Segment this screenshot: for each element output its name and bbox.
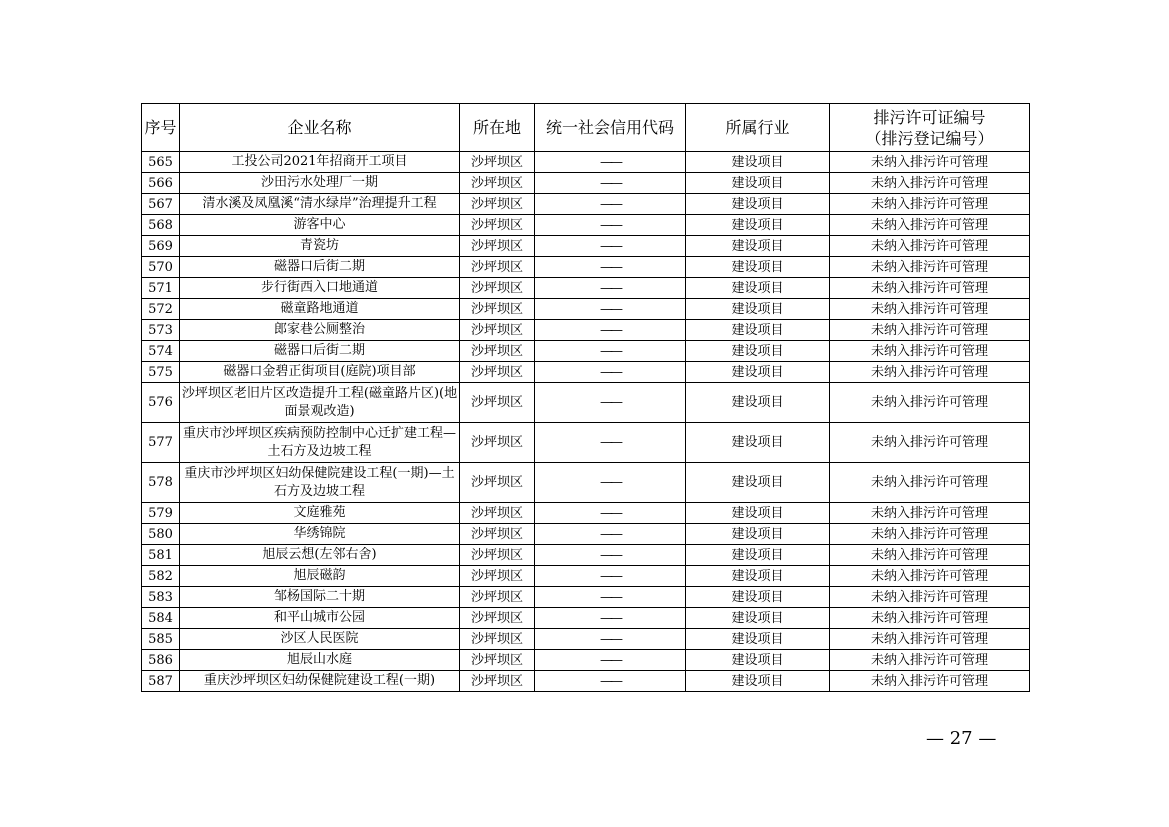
row-serial: 584 (142, 608, 180, 629)
row-credit-code: —— (535, 278, 686, 299)
header-credit-code: 统一社会信用代码 (535, 104, 686, 152)
row-serial: 567 (142, 194, 180, 215)
row-permit-number: 未纳入排污许可管理 (830, 629, 1030, 650)
row-location: 沙坪坝区 (460, 362, 535, 383)
row-permit-number: 未纳入排污许可管理 (830, 278, 1030, 299)
row-permit-number: 未纳入排污许可管理 (830, 173, 1030, 194)
row-credit-code: —— (535, 341, 686, 362)
row-enterprise-name: 磁器口后街二期 (180, 257, 460, 278)
row-enterprise-name: 文庭雅苑 (180, 503, 460, 524)
row-enterprise-name: 磁器口后街二期 (180, 341, 460, 362)
row-serial: 576 (142, 383, 180, 423)
row-credit-code: —— (535, 362, 686, 383)
row-serial: 580 (142, 524, 180, 545)
row-location: 沙坪坝区 (460, 299, 535, 320)
header-industry: 所属行业 (686, 104, 830, 152)
row-permit-number: 未纳入排污许可管理 (830, 341, 1030, 362)
row-serial: 582 (142, 566, 180, 587)
row-serial: 578 (142, 463, 180, 503)
row-permit-number: 未纳入排污许可管理 (830, 152, 1030, 173)
row-enterprise-name: 华绣锦院 (180, 524, 460, 545)
row-serial: 586 (142, 650, 180, 671)
header-enterprise-name: 企业名称 (180, 104, 460, 152)
row-location: 沙坪坝区 (460, 629, 535, 650)
row-serial: 566 (142, 173, 180, 194)
row-enterprise-name: 旭辰磁韵 (180, 566, 460, 587)
table-row (142, 503, 1030, 524)
row-location: 沙坪坝区 (460, 587, 535, 608)
page-number: — 27 — (926, 728, 997, 749)
row-enterprise-name: 工投公司2021年招商开工项目 (180, 152, 460, 173)
row-serial: 570 (142, 257, 180, 278)
row-serial: 571 (142, 278, 180, 299)
row-permit-number: 未纳入排污许可管理 (830, 299, 1030, 320)
row-enterprise-name: 沙田污水处理厂一期 (180, 173, 460, 194)
table-row (142, 173, 1030, 194)
row-location: 沙坪坝区 (460, 278, 535, 299)
row-enterprise-name: 邹杨国际二十期 (180, 587, 460, 608)
row-enterprise-name: 青瓷坊 (180, 236, 460, 257)
row-location: 沙坪坝区 (460, 463, 535, 503)
row-credit-code: —— (535, 257, 686, 278)
row-serial: 572 (142, 299, 180, 320)
row-serial: 585 (142, 629, 180, 650)
row-industry: 建设项目 (686, 152, 830, 173)
row-credit-code: —— (535, 629, 686, 650)
row-credit-code: —— (535, 423, 686, 463)
row-industry: 建设项目 (686, 278, 830, 299)
row-permit-number: 未纳入排污许可管理 (830, 320, 1030, 341)
row-enterprise-name: 沙区人民医院 (180, 629, 460, 650)
row-location: 沙坪坝区 (460, 545, 535, 566)
row-location: 沙坪坝区 (460, 152, 535, 173)
row-enterprise-name: 和平山城市公园 (180, 608, 460, 629)
row-location: 沙坪坝区 (460, 257, 535, 278)
table-row (142, 587, 1030, 608)
row-industry: 建设项目 (686, 524, 830, 545)
row-credit-code: —— (535, 545, 686, 566)
row-credit-code: —— (535, 463, 686, 503)
row-location: 沙坪坝区 (460, 194, 535, 215)
enterprise-table (141, 103, 1030, 692)
row-enterprise-name: 磁童路地通道 (180, 299, 460, 320)
table-row (142, 257, 1030, 278)
row-enterprise-name: 旭辰云想(左邻右舍) (180, 545, 460, 566)
row-industry: 建设项目 (686, 194, 830, 215)
row-permit-number: 未纳入排污许可管理 (830, 423, 1030, 463)
table-row (142, 320, 1030, 341)
row-location: 沙坪坝区 (460, 236, 535, 257)
row-location: 沙坪坝区 (460, 320, 535, 341)
row-industry: 建设项目 (686, 173, 830, 194)
row-industry: 建设项目 (686, 629, 830, 650)
row-permit-number: 未纳入排污许可管理 (830, 524, 1030, 545)
table-row (142, 194, 1030, 215)
row-credit-code: —— (535, 671, 686, 692)
row-location: 沙坪坝区 (460, 566, 535, 587)
row-permit-number: 未纳入排污许可管理 (830, 257, 1030, 278)
table-row (142, 463, 1030, 503)
table-row (142, 566, 1030, 587)
header-permit-number: 排污许可证编号 （排污登记编号） (830, 104, 1030, 152)
row-industry: 建设项目 (686, 463, 830, 503)
row-credit-code: —— (535, 173, 686, 194)
row-industry: 建设项目 (686, 215, 830, 236)
table-row (142, 236, 1030, 257)
row-location: 沙坪坝区 (460, 423, 535, 463)
table-row (142, 545, 1030, 566)
row-serial: 573 (142, 320, 180, 341)
row-enterprise-name: 清水溪及凤凰溪“清水绿岸”治理提升工程 (180, 194, 460, 215)
row-industry: 建设项目 (686, 362, 830, 383)
row-credit-code: —— (535, 299, 686, 320)
row-permit-number: 未纳入排污许可管理 (830, 236, 1030, 257)
row-permit-number: 未纳入排污许可管理 (830, 362, 1030, 383)
row-credit-code: —— (535, 608, 686, 629)
row-industry: 建设项目 (686, 671, 830, 692)
table-row (142, 341, 1030, 362)
header-serial: 序号 (142, 104, 180, 152)
row-location: 沙坪坝区 (460, 671, 535, 692)
row-location: 沙坪坝区 (460, 524, 535, 545)
row-enterprise-name: 游客中心 (180, 215, 460, 236)
row-serial: 581 (142, 545, 180, 566)
row-industry: 建设项目 (686, 383, 830, 423)
row-enterprise-name: 重庆市沙坪坝区妇幼保健院建设工程(一期)—土石方及边坡工程 (180, 463, 460, 503)
row-permit-number: 未纳入排污许可管理 (830, 503, 1030, 524)
header-location: 所在地 (460, 104, 535, 152)
row-industry: 建设项目 (686, 257, 830, 278)
row-credit-code: —— (535, 215, 686, 236)
table-row (142, 608, 1030, 629)
row-permit-number: 未纳入排污许可管理 (830, 463, 1030, 503)
row-permit-number: 未纳入排污许可管理 (830, 671, 1030, 692)
table-row (142, 671, 1030, 692)
row-industry: 建设项目 (686, 650, 830, 671)
row-credit-code: —— (535, 383, 686, 423)
row-enterprise-name: 沙坪坝区老旧片区改造提升工程(磁童路片区)(地面景观改造) (180, 383, 460, 423)
row-serial: 583 (142, 587, 180, 608)
row-location: 沙坪坝区 (460, 608, 535, 629)
row-credit-code: —— (535, 566, 686, 587)
row-permit-number: 未纳入排污许可管理 (830, 194, 1030, 215)
row-location: 沙坪坝区 (460, 341, 535, 362)
row-serial: 574 (142, 341, 180, 362)
row-location: 沙坪坝区 (460, 383, 535, 423)
row-credit-code: —— (535, 236, 686, 257)
row-serial: 575 (142, 362, 180, 383)
table-row (142, 299, 1030, 320)
row-permit-number: 未纳入排污许可管理 (830, 608, 1030, 629)
row-serial: 568 (142, 215, 180, 236)
row-industry: 建设项目 (686, 587, 830, 608)
row-enterprise-name: 磁器口金碧正街项目(庭院)项目部 (180, 362, 460, 383)
row-industry: 建设项目 (686, 341, 830, 362)
row-location: 沙坪坝区 (460, 650, 535, 671)
row-credit-code: —— (535, 503, 686, 524)
table-header-row (142, 104, 1030, 152)
row-serial: 587 (142, 671, 180, 692)
table-row (142, 278, 1030, 299)
row-location: 沙坪坝区 (460, 215, 535, 236)
row-industry: 建设项目 (686, 503, 830, 524)
table-row (142, 423, 1030, 463)
row-permit-number: 未纳入排污许可管理 (830, 215, 1030, 236)
row-enterprise-name: 重庆沙坪坝区妇幼保健院建设工程(一期) (180, 671, 460, 692)
row-credit-code: —— (535, 320, 686, 341)
row-credit-code: —— (535, 587, 686, 608)
row-permit-number: 未纳入排污许可管理 (830, 650, 1030, 671)
row-permit-number: 未纳入排污许可管理 (830, 587, 1030, 608)
row-location: 沙坪坝区 (460, 503, 535, 524)
table-row (142, 152, 1030, 173)
row-credit-code: —— (535, 152, 686, 173)
row-credit-code: —— (535, 650, 686, 671)
table-row (142, 524, 1030, 545)
table-row (142, 215, 1030, 236)
row-enterprise-name: 步行街西入口地通道 (180, 278, 460, 299)
row-permit-number: 未纳入排污许可管理 (830, 383, 1030, 423)
row-industry: 建设项目 (686, 320, 830, 341)
row-enterprise-name: 旭辰山水庭 (180, 650, 460, 671)
row-industry: 建设项目 (686, 545, 830, 566)
row-enterprise-name: 郎家巷公厕整治 (180, 320, 460, 341)
row-location: 沙坪坝区 (460, 173, 535, 194)
table-row (142, 650, 1030, 671)
row-serial: 569 (142, 236, 180, 257)
row-permit-number: 未纳入排污许可管理 (830, 545, 1030, 566)
table-row (142, 629, 1030, 650)
row-enterprise-name: 重庆市沙坪坝区疾病预防控制中心迁扩建工程—土石方及边坡工程 (180, 423, 460, 463)
table-row (142, 383, 1030, 423)
row-industry: 建设项目 (686, 566, 830, 587)
row-industry: 建设项目 (686, 423, 830, 463)
row-serial: 579 (142, 503, 180, 524)
table-row (142, 362, 1030, 383)
row-serial: 565 (142, 152, 180, 173)
row-credit-code: —— (535, 194, 686, 215)
row-industry: 建设项目 (686, 608, 830, 629)
row-credit-code: —— (535, 524, 686, 545)
row-serial: 577 (142, 423, 180, 463)
row-industry: 建设项目 (686, 236, 830, 257)
row-permit-number: 未纳入排污许可管理 (830, 566, 1030, 587)
row-industry: 建设项目 (686, 299, 830, 320)
